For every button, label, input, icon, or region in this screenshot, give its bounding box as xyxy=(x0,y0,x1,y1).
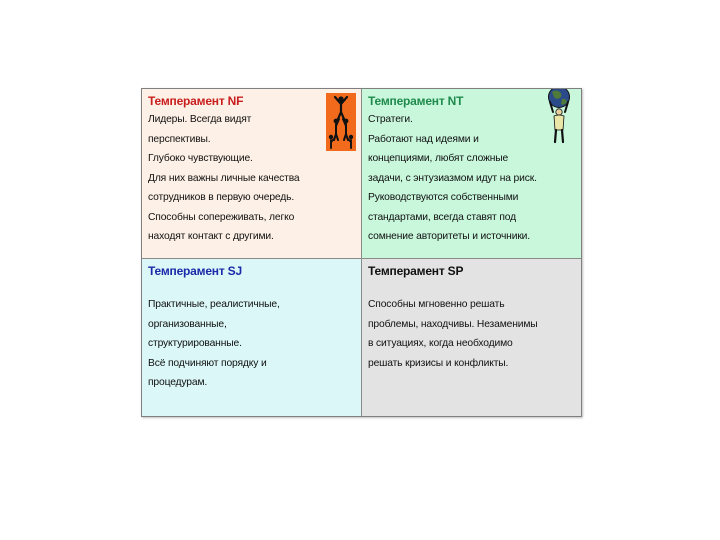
quadrant-sj xyxy=(142,259,362,416)
quadrant-nf-line: Лидеры. Всегда видят xyxy=(148,114,252,125)
quadrant-sj-line: процедурам. xyxy=(148,377,208,388)
quadrant-sj-title: Темперамент SJ xyxy=(148,264,242,278)
person-holding-globe-clipart-icon xyxy=(539,89,579,145)
quadrant-nt-line: Стратеги. xyxy=(368,114,413,125)
quadrant-sj-line: Всё подчиняют порядку и xyxy=(148,357,267,369)
quadrant-nt-line: Работают над идеями и xyxy=(368,133,479,145)
quadrant-sp-line: проблемы, находчивы. Незаменимы xyxy=(368,318,538,330)
quadrant-nt-title: Темперамент NT xyxy=(368,94,464,108)
temperament-table xyxy=(141,88,582,417)
quadrant-sp-title: Темперамент SP xyxy=(368,264,464,278)
quadrant-sp xyxy=(362,259,581,416)
quadrant-nt-line: концепциями, любят сложные xyxy=(368,153,509,164)
quadrant-nf-line: Глубоко чувствующие. xyxy=(148,153,253,164)
quadrant-sj-line: структурированные. xyxy=(148,338,242,349)
quadrant-nt-line: Руководствуются собственными xyxy=(368,192,519,203)
quadrant-nf-line: Способны сопереживать, легко xyxy=(148,211,295,223)
quadrant-nf-line: сотрудников в первую очередь. xyxy=(148,192,295,203)
quadrant-nt-line: сомнение авторитеты и источники. xyxy=(368,231,530,242)
quadrant-sj-line: организованные, xyxy=(148,318,227,330)
quadrant-nt-line: стандартами, всегда ставят под xyxy=(368,211,516,223)
people-pyramid-clipart-icon xyxy=(326,93,356,151)
quadrant-sj-line: Практичные, реалистичные, xyxy=(148,299,280,310)
quadrant-nf-line: Для них важны личные качества xyxy=(148,172,300,184)
quadrant-nt-line: задачи, с энтузиазмом идут на риск. xyxy=(368,172,537,184)
quadrant-nf-line: перспективы. xyxy=(148,133,211,145)
quadrant-nf-title: Темперамент NF xyxy=(148,94,244,108)
quadrant-sp-line: в ситуациях, когда необходимо xyxy=(368,338,513,349)
quadrant-sp-line: Способны мгновенно решать xyxy=(368,299,505,310)
quadrant-nf-line: находят контакт с другими. xyxy=(148,231,274,242)
quadrant-nf xyxy=(142,89,362,259)
quadrant-sp-line: решать кризисы и конфликты. xyxy=(368,357,509,369)
quadrant-nt xyxy=(362,89,581,259)
